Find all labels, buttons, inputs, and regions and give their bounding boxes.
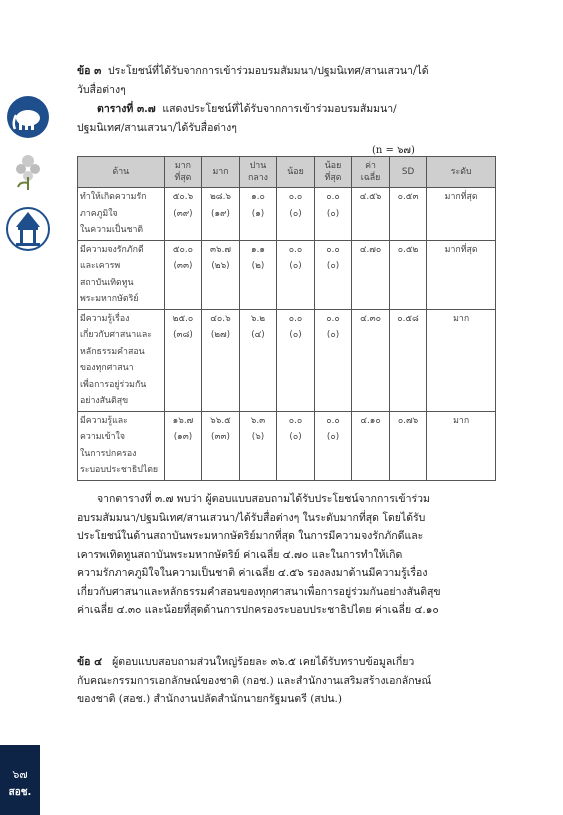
low-cell bbox=[277, 188, 315, 241]
table-header-cell: มาก ที่สุด bbox=[164, 157, 202, 188]
paragraph-line: อบรมสัมมนา/ปฐมนิเทศ/สานเสวนา/ได้รับสื่อต่างๆ ในระดับมากที่สุด โดยได้รับ bbox=[77, 511, 426, 524]
percent-value: ๐.๐ bbox=[326, 313, 340, 324]
sd-cell bbox=[389, 240, 427, 309]
analysis-paragraph bbox=[77, 490, 497, 620]
table-header-row bbox=[78, 157, 496, 188]
percent-value: ๐.๐ bbox=[288, 415, 303, 426]
mean-cell bbox=[352, 240, 390, 309]
topic-line: ในการปกครอง bbox=[80, 448, 137, 459]
very-high-cell bbox=[164, 309, 202, 411]
percent-value: ๐.๐ bbox=[326, 192, 340, 202]
very-low-cell bbox=[314, 411, 352, 480]
percent-value: ๒๕.๐ bbox=[172, 313, 194, 324]
topic-line: มีความรู้เรื่อง bbox=[80, 313, 130, 324]
percent-value: ๕๐.๖ bbox=[172, 192, 194, 202]
section-4-line-3: ของชาติ (สอช.) สำนักงานปลัดสำนักนายกรัฐมนตรี (สปน.) bbox=[77, 693, 342, 705]
topic-line: ระบอบประชาธิปไตย bbox=[80, 465, 159, 475]
section-3-line-1: ประโยชน์ที่ได้รับจากการเข้าร่วมอบรมสัมมนา/ปฐมนิเทศ/สานเสวนา/ได้ bbox=[108, 65, 429, 77]
topic-line: มีความจงรักภักดี bbox=[80, 244, 144, 255]
medium-cell bbox=[239, 188, 277, 241]
high-cell bbox=[202, 309, 240, 411]
percent-value: ๕๐.๐ bbox=[172, 244, 194, 255]
table-header-cell: ด้าน bbox=[78, 157, 165, 188]
count-value: (๐) bbox=[289, 208, 302, 219]
very-low-cell bbox=[314, 240, 352, 309]
sd-cell bbox=[389, 309, 427, 411]
low-cell bbox=[277, 309, 315, 411]
count-value: (๓๓) bbox=[211, 432, 230, 442]
percent-value: ๔๐.๖ bbox=[210, 313, 231, 324]
low-cell bbox=[277, 411, 315, 480]
percent-value: ๖.๒ bbox=[250, 313, 266, 324]
topic-line: ในความเป็นชาติ bbox=[80, 225, 144, 235]
level-value: มาก bbox=[453, 313, 470, 324]
medium-cell bbox=[239, 240, 277, 309]
table-row bbox=[78, 309, 496, 411]
count-value: (๓๙) bbox=[173, 208, 193, 219]
paragraph-line: ประโยชน์ในด้านสถาบันพระมหากษัตริย์มากที่สุด ในการมีความจงรักภักดีและ bbox=[77, 530, 424, 542]
table-header-cell: มาก bbox=[202, 157, 240, 188]
percent-value: ๐.๐ bbox=[326, 244, 340, 255]
count-value: (๐) bbox=[289, 261, 302, 271]
benefit-table bbox=[77, 156, 496, 481]
publisher-mark: สอช. bbox=[8, 787, 32, 798]
paragraph-line: ความรักภาคภูมิใจในความเป็นชาติ ค่าเฉลี่ย ๔.๕๖ รองลงมาด้านมีความรู้เรื่อง bbox=[77, 567, 428, 579]
percent-value: ๑.๑ bbox=[251, 244, 265, 255]
table-caption bbox=[77, 100, 497, 137]
count-value: (๓๓) bbox=[173, 261, 193, 271]
table-caption-line-2: ปฐมนิเทศ/สานเสวนา/ได้รับสื่อต่างๆ bbox=[77, 121, 237, 134]
percent-value: ๓๖.๗ bbox=[209, 244, 231, 255]
count-value: (๐) bbox=[326, 432, 340, 442]
medium-cell bbox=[239, 309, 277, 411]
count-value: (๑) bbox=[251, 208, 265, 219]
level-cell bbox=[427, 411, 496, 480]
very-low-cell bbox=[314, 188, 352, 241]
page-number-tab bbox=[0, 745, 40, 815]
count-value: (๒๗) bbox=[210, 330, 231, 340]
percent-value: ๐.๐ bbox=[288, 244, 303, 255]
topic-line: มีความรู้และ bbox=[80, 415, 128, 426]
mean-value: ๔.๗๐ bbox=[359, 244, 382, 255]
paragraph-line: เกี่ยวกับศาสนาและหลักธรรมคำสอนของทุกศาสนาเพื่อการอยู่ร่วมกันอย่างสันติสุข bbox=[77, 585, 441, 598]
topic-line: ความเข้าใจ bbox=[80, 432, 125, 442]
mean-cell bbox=[352, 188, 390, 241]
sample-size-label: (n = ๖๗) bbox=[372, 145, 415, 156]
high-cell bbox=[202, 240, 240, 309]
table-row bbox=[78, 240, 496, 309]
pavilion-emblem-icon bbox=[6, 207, 50, 251]
topic-cell bbox=[78, 411, 165, 480]
level-value: มาก bbox=[453, 415, 470, 426]
topic-line: เพื่อการอยู่ร่วมกัน bbox=[80, 379, 147, 390]
very-high-cell bbox=[164, 411, 202, 480]
percent-value: ๐.๐ bbox=[288, 313, 303, 324]
very-high-cell bbox=[164, 188, 202, 241]
count-value: (๐) bbox=[289, 432, 302, 442]
paragraph-line: จากตารางที่ ๓.๗ พบว่า ผู้ตอบแบบสอบถามได้รับประโยชน์จากการเข้าร่วม bbox=[97, 493, 430, 505]
section-4-label: ข้อ ๔ bbox=[77, 656, 103, 668]
percent-value: ๑.๐ bbox=[251, 192, 265, 202]
paragraph-line: ค่าเฉลี่ย ๔.๓๐ และน้อยที่สุดด้านการปกครองระบอบประชาธิปไตย ค่าเฉลี่ย ๔.๑๐ bbox=[77, 604, 439, 616]
section-4-line-2: กับคณะกรรมการเอกลักษณ์ของชาติ (กอช.) และสำนักงานเสริมสร้างเอกลักษณ์ bbox=[77, 674, 432, 687]
topic-cell bbox=[78, 240, 165, 309]
topic-line: เกี่ยวกับศาสนาและ bbox=[80, 330, 152, 340]
sd-cell bbox=[389, 411, 427, 480]
topic-line: และเคารพ bbox=[80, 261, 121, 271]
count-value: (๐) bbox=[289, 330, 302, 340]
very-high-cell bbox=[164, 240, 202, 309]
sd-cell bbox=[389, 188, 427, 241]
mean-value: ๔.๓๐ bbox=[360, 313, 381, 324]
percent-value: ๖๖.๕ bbox=[210, 415, 231, 426]
table-header-cell: น้อย ที่สุด bbox=[314, 157, 352, 188]
very-low-cell bbox=[314, 309, 352, 411]
count-value: (๒) bbox=[251, 261, 265, 271]
sd-value: ๐.๕๘ bbox=[397, 313, 419, 324]
level-cell bbox=[427, 240, 496, 309]
section-3-label: ข้อ ๓ bbox=[77, 65, 102, 77]
table-caption-line-1: แสดงประโยชน์ที่ได้รับจากการเข้าร่วมอบรมสัมมนา/ bbox=[162, 103, 397, 115]
count-value: (๐) bbox=[326, 330, 340, 340]
topic-line: อย่างสันติสุข bbox=[80, 396, 129, 406]
table-header-cell: น้อย bbox=[277, 157, 315, 188]
medium-cell bbox=[239, 411, 277, 480]
count-value: (๖) bbox=[251, 432, 265, 442]
percent-value: ๐.๐ bbox=[326, 415, 340, 426]
count-value: (๔) bbox=[251, 330, 265, 340]
table-caption-label: ตารางที่ ๓.๗ bbox=[97, 103, 156, 115]
level-value: มากที่สุด bbox=[444, 244, 478, 255]
page-number: ๖๗ bbox=[12, 768, 28, 781]
flower-emblem-icon bbox=[6, 147, 50, 191]
high-cell bbox=[202, 188, 240, 241]
topic-line: หลักธรรมคำสอน bbox=[80, 346, 145, 357]
sd-value: ๐.๗๖ bbox=[397, 415, 419, 426]
table-row bbox=[78, 188, 496, 241]
section-4-paragraph bbox=[77, 653, 497, 709]
section-3-line-2: วับสื่อต่างๆ bbox=[77, 83, 126, 96]
topic-cell bbox=[78, 188, 165, 241]
percent-value: ๑๖.๗ bbox=[172, 415, 194, 426]
table-header-cell: ค่า เฉลี่ย bbox=[352, 157, 390, 188]
mean-cell bbox=[352, 411, 390, 480]
percent-value: ๐.๐ bbox=[288, 192, 303, 202]
level-value: มากที่สุด bbox=[444, 192, 478, 202]
high-cell bbox=[202, 411, 240, 480]
percent-value: ๒๘.๖ bbox=[209, 192, 231, 202]
topic-line: สถาบันเทิดทูน bbox=[80, 277, 134, 288]
paragraph-line: เคารพเทิดทูนสถาบันพระมหากษัตริย์ ค่าเฉลี่ย ๔.๗๐ และในการทำให้เกิด bbox=[77, 548, 403, 561]
count-value: (๑๙) bbox=[211, 208, 230, 219]
section-3-paragraph bbox=[77, 62, 497, 99]
percent-value: ๖.๓ bbox=[250, 415, 266, 426]
elephant-emblem-icon bbox=[6, 95, 50, 139]
table-header-cell: ปาน กลาง bbox=[239, 157, 277, 188]
topic-line: ทำให้เกิดความรัก bbox=[80, 192, 147, 202]
count-value: (๓๘) bbox=[173, 330, 193, 340]
table-header-cell: SD bbox=[389, 157, 427, 188]
count-value: (๐) bbox=[326, 208, 340, 219]
low-cell bbox=[277, 240, 315, 309]
level-cell bbox=[427, 188, 496, 241]
topic-line: ภาคภูมิใจ bbox=[80, 208, 118, 219]
count-value: (๑๓) bbox=[173, 432, 193, 442]
sd-value: ๐.๕๓ bbox=[397, 192, 419, 202]
mean-value: ๔.๕๖ bbox=[359, 192, 382, 202]
topic-line: พระมหากษัตริย์ bbox=[80, 294, 139, 304]
mean-value: ๔.๑๐ bbox=[360, 415, 381, 426]
table-row bbox=[78, 411, 496, 480]
count-value: (๒๖) bbox=[211, 261, 230, 271]
mean-cell bbox=[352, 309, 390, 411]
sd-value: ๐.๕๒ bbox=[397, 244, 419, 255]
table-header-cell: ระดับ bbox=[427, 157, 496, 188]
topic-cell bbox=[78, 309, 165, 411]
topic-line: ของทุกศาสนา bbox=[80, 363, 134, 373]
section-4-line-1: ผู้ตอบแบบสอบถามส่วนใหญ่ร้อยละ ๓๖.๕ เคยได้รับทราบข้อมูลเกี่ยว bbox=[112, 656, 415, 668]
count-value: (๐) bbox=[326, 261, 340, 271]
level-cell bbox=[427, 309, 496, 411]
